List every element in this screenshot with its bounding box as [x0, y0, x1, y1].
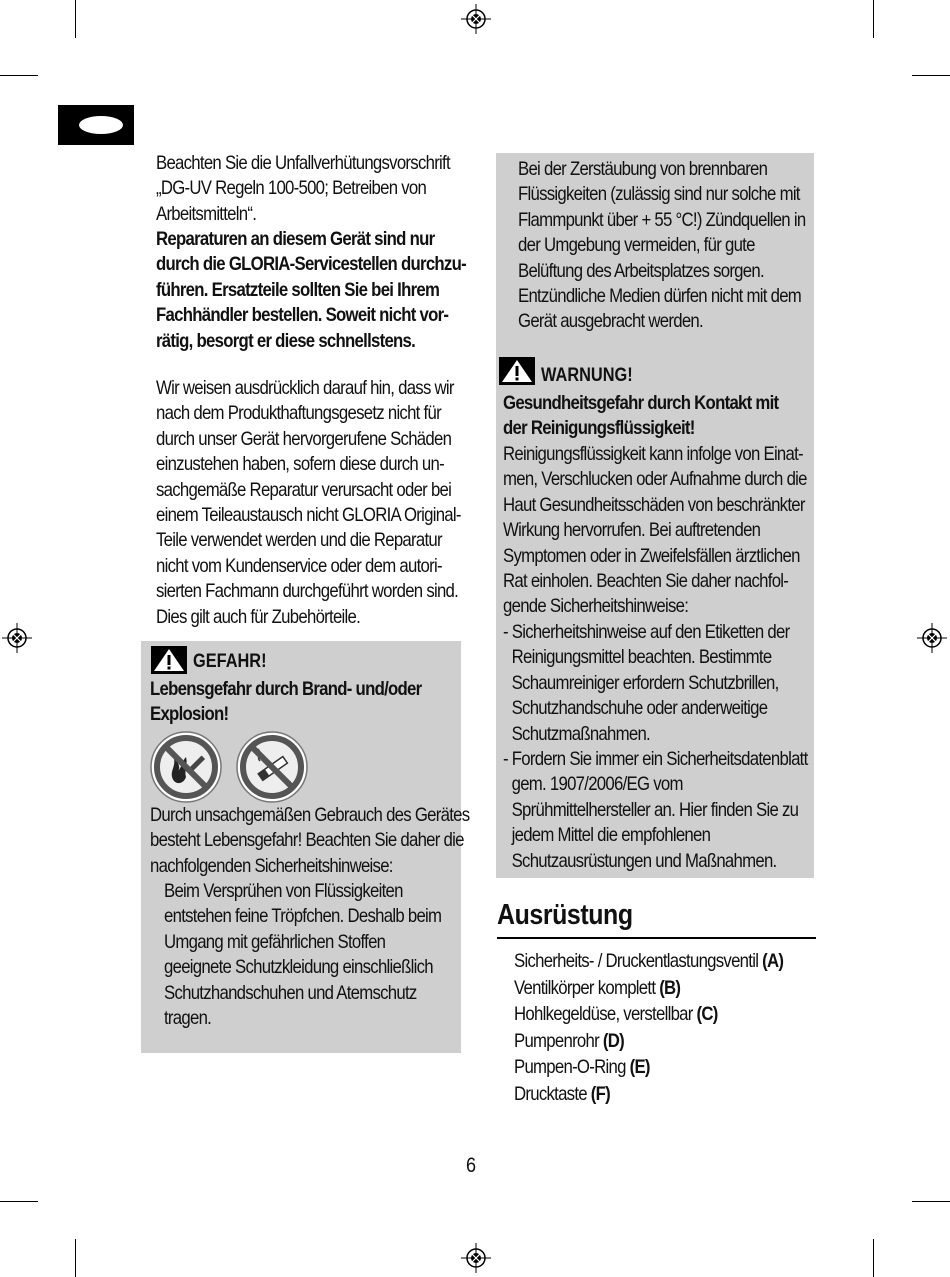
- registration-mark-icon: [461, 1243, 491, 1273]
- list-item: [514, 1001, 783, 1028]
- warning-label: WARNUNG!: [541, 365, 633, 386]
- warning-triangle-icon: [499, 357, 535, 385]
- crop-mark: [0, 75, 38, 76]
- crop-mark: [912, 1201, 950, 1202]
- section-heading: Ausrüstung: [497, 899, 633, 931]
- bullet-item: [503, 747, 808, 874]
- no-smoking-icon: [236, 731, 308, 803]
- text-line: „DG-UV Regeln 100-500; Betreiben von: [156, 177, 427, 200]
- text-line: Reinigungsflüssigkeit kann infolge von Einat-: [503, 443, 803, 465]
- text-line: jedem Mittel die empfohlenen: [511, 824, 711, 847]
- list-item: [514, 975, 783, 1002]
- registration-mark-icon: [2, 623, 32, 653]
- item-name: Pumpenrohr: [514, 1029, 599, 1052]
- text-line: Reparaturen an diesem Gerät sind nur: [156, 228, 435, 250]
- danger-indented: [164, 879, 441, 1031]
- language-tab: [58, 105, 134, 145]
- list-item: [514, 1028, 783, 1055]
- bullet-item: [503, 620, 789, 747]
- text-line: Schutzhandschuhe oder anderweitige: [511, 697, 768, 720]
- text-line: Sprühmittelhersteller an. Hier finden Sie zu: [511, 798, 799, 821]
- page-number: 6: [466, 1154, 477, 1177]
- text-line: tragen.: [164, 1006, 212, 1029]
- text-line: Lebensgefahr durch Brand- und/oder: [150, 678, 422, 700]
- text-line: Haut Gesundheitsschäden von beschränkter: [503, 493, 805, 516]
- item-letter: (F): [590, 1082, 611, 1105]
- crop-mark: [75, 0, 76, 38]
- no-open-flame-icon: [150, 731, 222, 803]
- item-letter: (A): [762, 950, 784, 972]
- item-letter: (C): [696, 1003, 718, 1026]
- crop-mark: [873, 1239, 874, 1277]
- repair-notice: [156, 227, 466, 354]
- atomization-paragraph: [518, 157, 805, 335]
- text-line: Schaumreiniger erfordern Schutzbrillen,: [511, 671, 779, 694]
- text-line: Schutzausrüstungen und Maßnahmen.: [511, 849, 777, 872]
- text-line: einem Teileaustausch nicht GLORIA Original-: [156, 503, 461, 526]
- text-line: sierten Fachmann durchgeführt worden sind.: [156, 580, 459, 603]
- text-line: Gesundheitsgefahr durch Kontakt mit: [503, 392, 779, 414]
- text-line: Flammpunkt über + 55 °C!) Zündquellen in: [518, 208, 806, 231]
- list-item: [514, 1081, 783, 1108]
- registration-mark-icon: [461, 4, 491, 34]
- text-line: Teile verwendet werden und die Reparatur: [156, 529, 442, 552]
- text-line: Flüssigkeiten (zulässig sind nur solche mit: [518, 183, 800, 206]
- crop-mark: [912, 75, 950, 76]
- text-line: Beim Versprühen von Flüssigkeiten: [164, 880, 403, 902]
- text-line: Belüftung des Arbeitsplatzes sorgen.: [518, 259, 764, 282]
- text-line: besteht Lebensgefahr! Beachten Sie daher die: [150, 829, 464, 852]
- item-letter: (B): [659, 976, 681, 999]
- item-name: Pumpen-O-Ring: [514, 1056, 626, 1079]
- text-line: der Reinigungsflüssigkeit!: [503, 417, 695, 440]
- intro-paragraph: [156, 151, 450, 227]
- item-name: Drucktaste: [514, 1082, 587, 1105]
- text-line: nachfolgenden Sicherheitshinweise:: [150, 854, 393, 877]
- warning-body: [503, 442, 807, 620]
- text-line: nicht vom Kundenservice oder dem autori-: [156, 554, 442, 577]
- crop-mark: [75, 1239, 76, 1277]
- text-line: men, Verschlucken oder Aufnahme durch die: [503, 468, 807, 491]
- item-name: Sicherheits- / Druckentlastungsventil: [514, 950, 759, 972]
- text-line: gende Sicherheitshinweise:: [503, 595, 689, 618]
- danger-subtitle: [150, 677, 421, 728]
- text-line: Wir weisen ausdrücklich darauf hin, dass wir: [156, 377, 454, 399]
- text-line: Gerät ausgebracht werden.: [518, 310, 703, 333]
- warning-subtitle: [503, 391, 778, 442]
- heading-rule: [497, 937, 816, 939]
- text-line: Dies gilt auch für Zubehörteile.: [156, 605, 361, 628]
- text-line: Beachten Sie die Unfallverhütungsvorschrift: [156, 152, 450, 174]
- text-line: geeignete Schutzkleidung einschließlich: [164, 956, 433, 979]
- text-line: durch unser Gerät hervorgerufene Schäden: [156, 427, 452, 450]
- equipment-list: [514, 948, 783, 1108]
- danger-label: GEFAHR!: [193, 651, 267, 672]
- text-line: Arbeitsmitteln“.: [156, 202, 257, 225]
- text-line: Umgang mit gefährlichen Stoffen: [164, 930, 386, 953]
- text-line: durch die GLORIA-Servicestellen durchzu-: [156, 253, 466, 276]
- text-line: nach dem Produkthaftungsgesetz nicht für: [156, 402, 441, 425]
- text-line: sachgemäße Reparatur verursacht oder bei: [156, 478, 452, 501]
- text-line: Wirkung hervorrufen. Bei auftretenden: [503, 519, 761, 542]
- text-line: Bei der Zerstäubung von brennbaren: [518, 158, 768, 180]
- text-line: der Umgebung vermeiden, für gute: [518, 234, 755, 257]
- item-letter: (E): [629, 1056, 650, 1079]
- list-item: [514, 1054, 783, 1081]
- warning-triangle-icon: [151, 646, 187, 674]
- text-line: führen. Ersatzteile sollten Sie bei Ihrem: [156, 278, 440, 301]
- item-name: Hohlkegeldüse, verstellbar: [514, 1003, 693, 1026]
- text-line: - Fordern Sie immer ein Sicherheitsdatenblatt: [503, 748, 808, 770]
- text-line: Schutzhandschuhen und Atemschutz: [164, 981, 417, 1004]
- crop-mark: [0, 1201, 38, 1202]
- text-line: entstehen feine Tröpfchen. Deshalb beim: [164, 905, 442, 928]
- item-name: Ventilkörper komplett: [514, 976, 656, 999]
- text-line: Symptomen oder in Zweifelsfällen ärztlichen: [503, 544, 800, 567]
- text-line: rätig, besorgt er diese schnellstens.: [156, 329, 416, 352]
- text-line: Durch unsachgemäßen Gebrauch des Gerätes: [150, 804, 470, 826]
- text-line: gem. 1907/2006/EG vom: [511, 773, 683, 796]
- item-letter: (D): [602, 1029, 625, 1052]
- registration-mark-icon: [917, 623, 947, 653]
- text-line: Schutzmaßnahmen.: [511, 722, 650, 745]
- list-item: [514, 948, 783, 975]
- text-line: Entzündliche Medien dürfen nicht mit dem: [518, 284, 802, 307]
- liability-paragraph: [156, 376, 461, 630]
- text-line: einzustehen haben, sofern diese durch un-: [156, 453, 444, 476]
- text-line: Fachhändler bestellen. Soweit nicht vor-: [156, 304, 449, 327]
- text-line: Reinigungsmittel beachten. Bestimmte: [511, 646, 772, 669]
- text-line: Rat einholen. Beachten Sie daher nachfol-: [503, 569, 789, 592]
- danger-body: [150, 803, 469, 879]
- text-line: - Sicherheitshinweise auf den Etiketten der: [503, 621, 790, 643]
- text-line: Explosion!: [150, 703, 229, 726]
- language-oval-icon: [79, 116, 123, 134]
- crop-mark: [873, 0, 874, 38]
